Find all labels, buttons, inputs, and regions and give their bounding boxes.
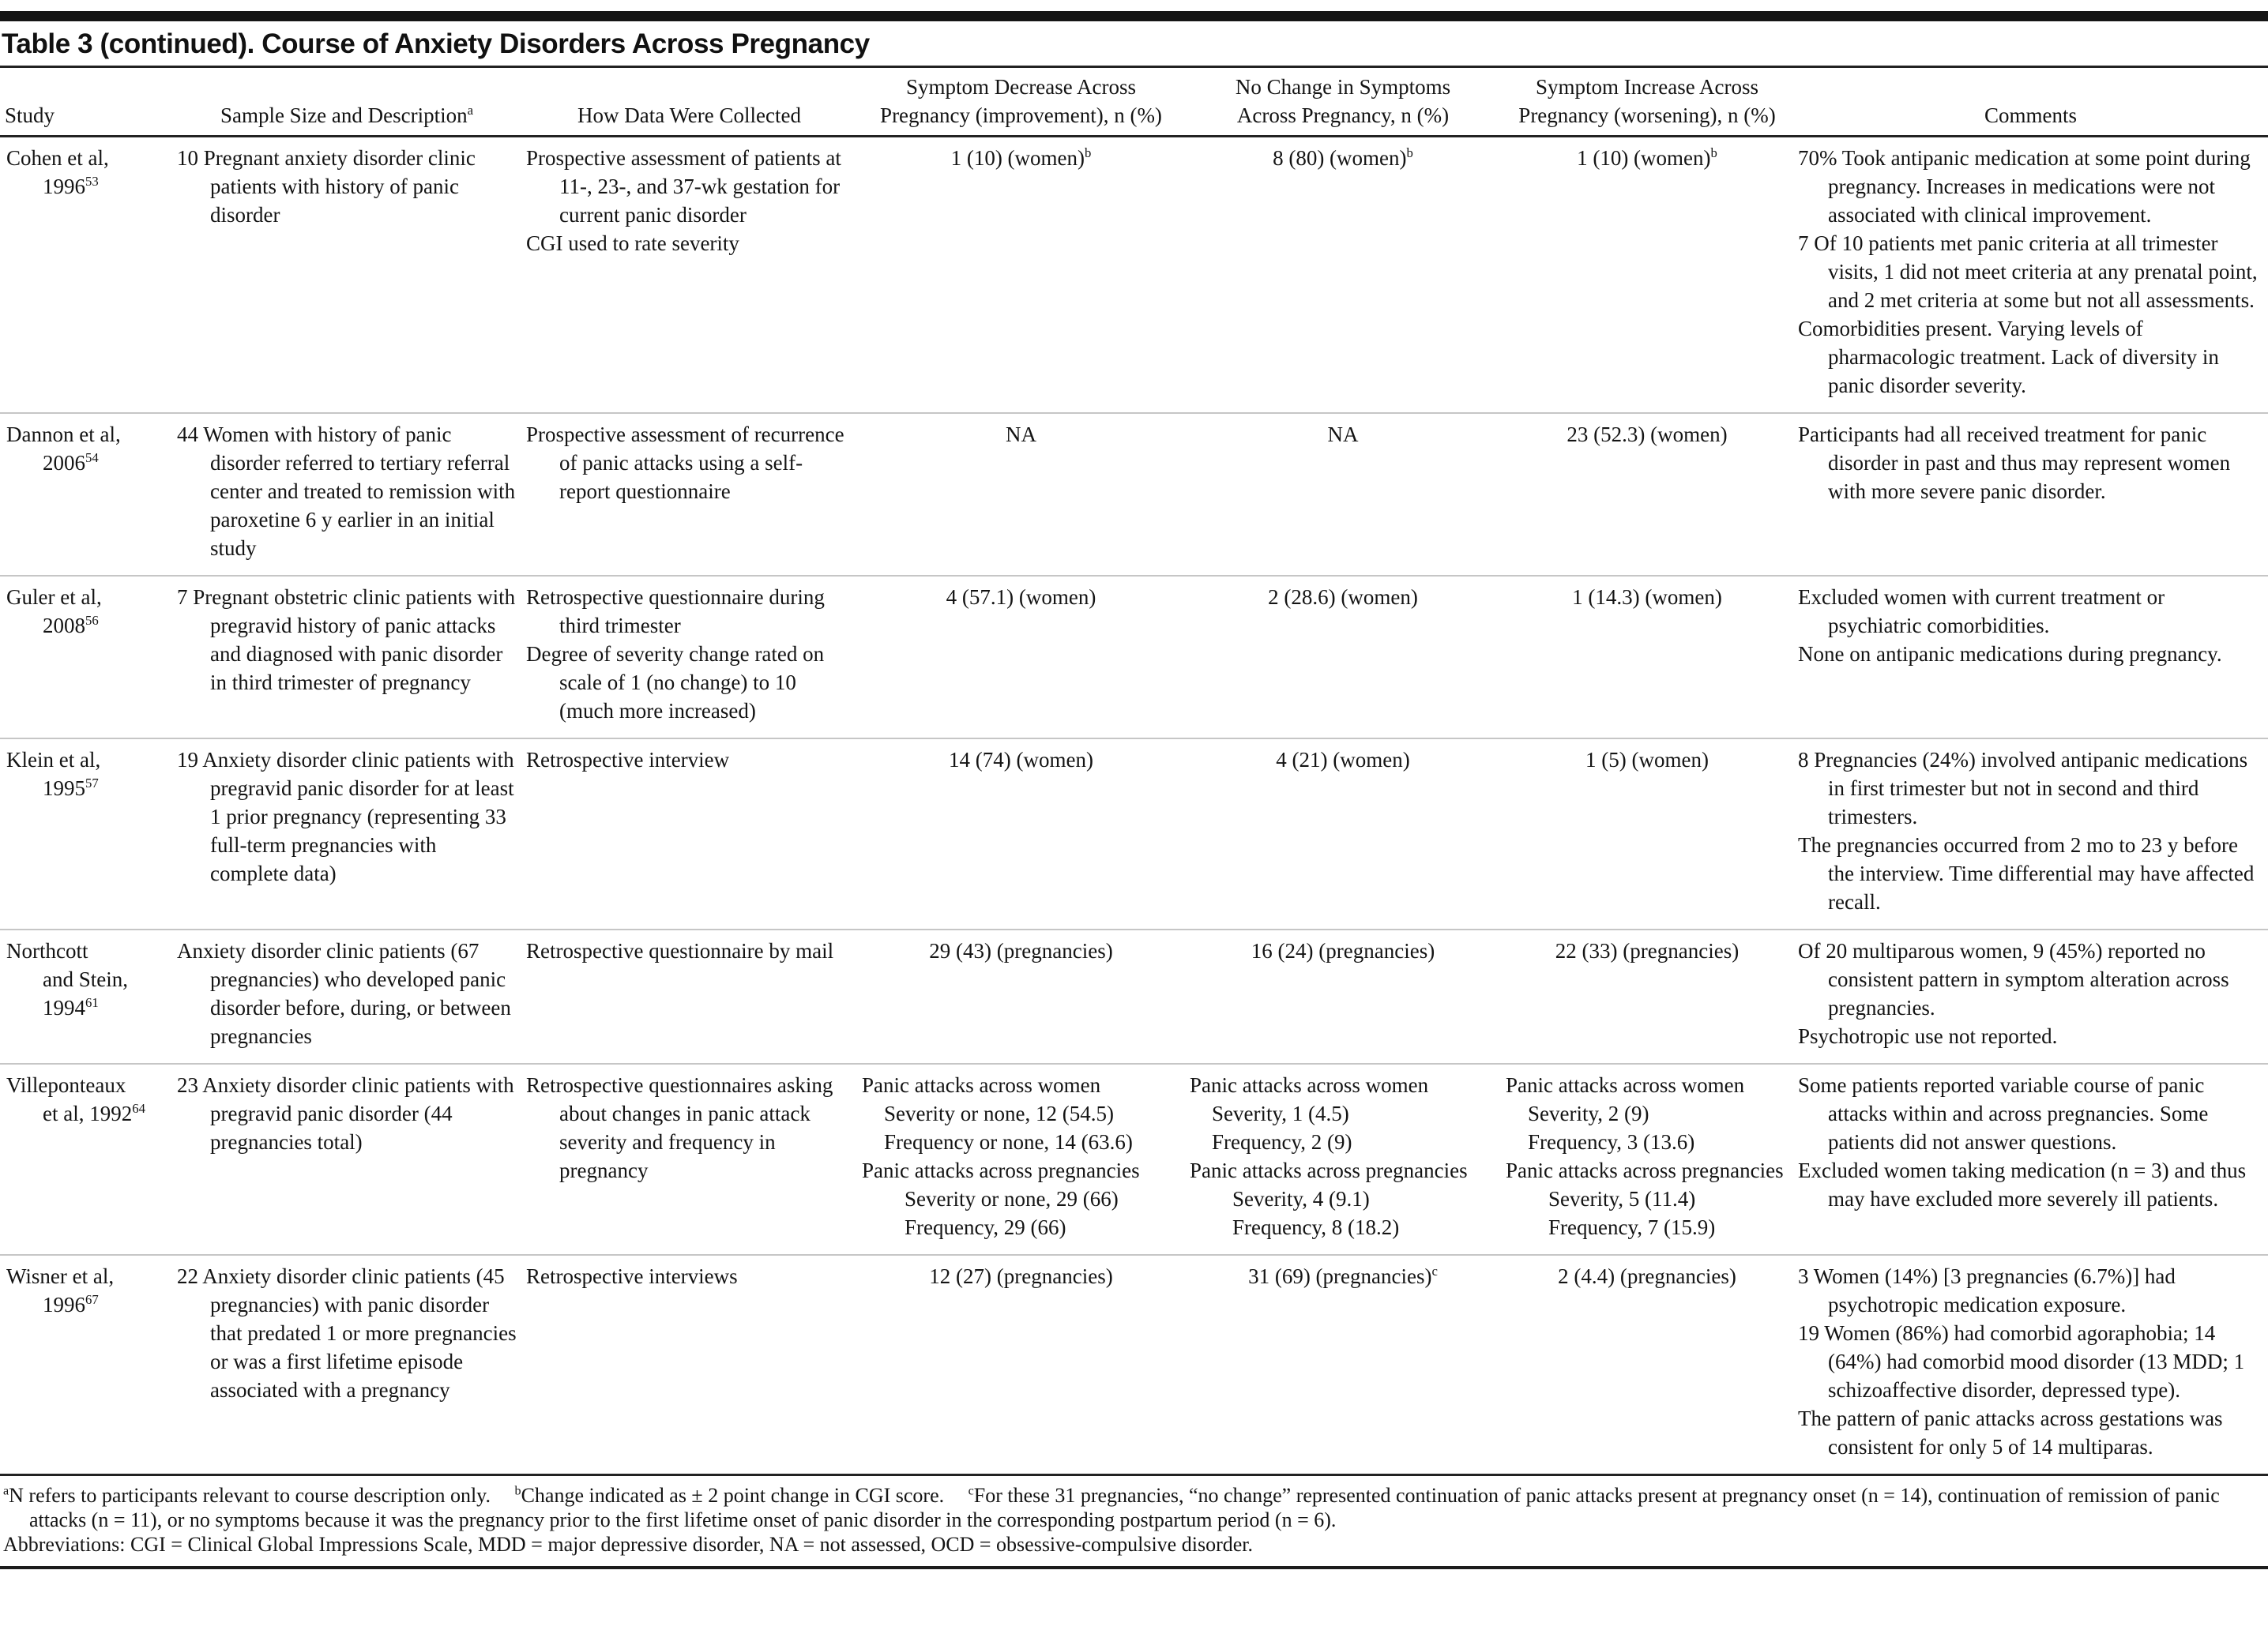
table-header [0, 68, 2268, 137]
cell-line: 4 (21) (women) [1276, 748, 1410, 772]
sample-cell [172, 576, 521, 738]
cell-line: 1995$^{57}$ [43, 776, 99, 800]
footnote-notes [3, 1483, 2265, 1532]
col-header-line: Pregnancy (improvement), n (%) [880, 103, 1162, 127]
collected-cell [521, 576, 857, 738]
footnote-c-text: For these 31 pregnancies, “no change” represented continuation of panic attacks present at pregnancy onset (n = 14), continuation of remission of panic attacks (n = 11), or no symptoms because it was the pregnancy prior to the first lifetime onset of panic disorder in the corresponding postpartum period (n = 6). [29, 1484, 2220, 1531]
nochange-cell [1185, 930, 1501, 1064]
sample-cell [172, 738, 521, 930]
footnote-abbreviations: Abbreviations: CGI = Clinical Global Impressions Scale, MDD = major depressive disorder, NA = not assessed, OCD = obsessive-compulsive disorder. [3, 1533, 1253, 1556]
col-header-line: Symptom Increase Across [1536, 75, 1758, 99]
bottom-rule [0, 1566, 2268, 1574]
increase-cell [1501, 576, 1793, 738]
sample-cell [172, 1064, 521, 1255]
cell-line: CGI used to rate severity [526, 231, 739, 255]
table-title: Table 3 (continued). Course of Anxiety Disorders Across Pregnancy [2, 28, 870, 59]
col-header-increase [1501, 68, 1793, 137]
cell-line: The pregnancies occurred from 2 mo to 23 y before the interview. Time differential may have affected recall. [1798, 833, 2255, 914]
cell-line: Severity, 4 (9.1) [1232, 1187, 1370, 1211]
study-cell [0, 413, 172, 576]
table-row [0, 930, 2268, 1064]
collected-cell [521, 137, 857, 414]
nochange-cell [1185, 738, 1501, 930]
col-header-line: No Change in Symptoms [1235, 75, 1451, 99]
header-row [0, 68, 2268, 137]
cell-line: 70% Took antipanic medication at some point during pregnancy. Increases in medications were not associated with clinical improvement. [1798, 146, 2251, 227]
cell-line: Degree of severity change rated on scale of 1 (no change) to 10 (much more increased) [526, 642, 825, 723]
nochange-cell [1185, 137, 1501, 414]
cell-line: Severity, 2 (9) [1528, 1102, 1649, 1125]
study-cell [0, 576, 172, 738]
comments-cell [1793, 1064, 2268, 1255]
cell-line: Frequency, 8 (18.2) [1232, 1215, 1400, 1239]
cell-line: Frequency, 7 (15.9) [1548, 1215, 1716, 1239]
table-body [0, 137, 2268, 1475]
cell-line: NA [1006, 423, 1036, 446]
cell-line: Frequency, 3 (13.6) [1528, 1130, 1695, 1154]
cell-line: 1996$^{67}$ [43, 1292, 99, 1317]
footnote-ref: 53 [85, 174, 99, 189]
col-header-sample [172, 68, 521, 137]
footnote-ref: b [1406, 145, 1413, 160]
col-header-decrease [857, 68, 1185, 137]
cell-line: 29 (43) (pregnancies) [929, 939, 1113, 963]
cell-line: Prospective assessment of patients at 11-, 23-, and 37-wk gestation for current panic disorder [526, 146, 841, 227]
cell-line: Severity or none, 12 (54.5) [884, 1102, 1114, 1125]
cell-line: NA [1327, 423, 1359, 446]
decrease-cell [857, 413, 1185, 576]
cell-line: Severity, 1 (4.5) [1212, 1102, 1349, 1125]
cell-line: 1 (10) (women)$^b$ [950, 145, 1092, 170]
nochange-cell [1185, 1064, 1501, 1255]
col-header-study: Study [0, 68, 172, 137]
comments-cell [1793, 738, 2268, 930]
cell-line: 3 Women (14%) [3 pregnancies (6.7%)] had psychotropic medication exposure. [1798, 1264, 2176, 1317]
cell-line: 8 (80) (women)$^b$ [1273, 145, 1413, 170]
collected-cell [521, 1255, 857, 1475]
increase-cell [1501, 413, 1793, 576]
cell-line: Northcott [6, 939, 88, 963]
comments-cell [1793, 930, 2268, 1064]
cell-line: Retrospective questionnaire by mail [526, 939, 834, 963]
decrease-cell [857, 1255, 1185, 1475]
cell-line: Panic attacks across women [1190, 1073, 1429, 1097]
nochange-cell [1185, 413, 1501, 576]
cell-line: Panic attacks across women [1506, 1073, 1745, 1097]
col-header-line: Across Pregnancy, n (%) [1236, 103, 1450, 127]
cell-line: None on antipanic medications during pregnancy. [1798, 642, 2222, 666]
cell-line: Frequency, 29 (66) [905, 1215, 1066, 1239]
cell-line: Excluded women taking medication (n = 3) and thus may have excluded more severely ill patients. [1798, 1159, 2247, 1211]
nochange-cell [1185, 1255, 1501, 1475]
cell-line: Panic attacks across women [862, 1073, 1101, 1097]
cell-line: The pattern of panic attacks across gestations was consistent for only 5 of 14 multiparas. [1798, 1407, 2223, 1459]
table-row [0, 137, 2268, 414]
footnotes [0, 1483, 2268, 1557]
footnote-a [3, 1484, 491, 1507]
cell-line: Retrospective questionnaire during third trimester [526, 585, 825, 637]
decrease-cell [857, 1064, 1185, 1255]
sample-cell [172, 930, 521, 1064]
cell-line: Severity, 5 (11.4) [1548, 1187, 1696, 1211]
footnote-ref: 61 [85, 995, 99, 1010]
cell-line: Dannon et al, [6, 423, 121, 446]
cell-line: 1994$^{61}$ [43, 995, 99, 1020]
increase-cell [1501, 738, 1793, 930]
footnote-a-marker: a [3, 1484, 9, 1498]
sample-cell [172, 413, 521, 576]
paper-table-page [0, 11, 2268, 1574]
footnote-ref: b [1085, 145, 1092, 160]
col-header-line: Pregnancy (worsening), n (%) [1518, 103, 1776, 127]
cell-line: 1 (14.3) (women) [1572, 585, 1722, 609]
increase-cell [1501, 1255, 1793, 1475]
collected-cell [521, 738, 857, 930]
cell-line: Frequency, 2 (9) [1212, 1130, 1352, 1154]
study-cell [0, 930, 172, 1064]
cell-line: Severity or none, 29 (66) [905, 1187, 1119, 1211]
cell-line: 1 (10) (women)$^b$ [1577, 145, 1717, 170]
cell-line: 1996$^{53}$ [43, 174, 99, 198]
cell-line: Anxiety disorder clinic patients (67 pregnancies) who developed panic disorder before, during, or between pregnancies [177, 939, 511, 1048]
cell-line: Klein et al, [6, 748, 101, 772]
comments-cell [1793, 137, 2268, 414]
comments-cell [1793, 413, 2268, 576]
footnote-c-marker: c [968, 1484, 974, 1498]
cell-line: 44 Women with history of panic disorder referred to tertiary referral center and treated to remission with paroxetine 6 y earlier in an initial study [177, 423, 516, 560]
cell-line: Comorbidities present. Varying levels of pharmacologic treatment. Lack of diversity in panic disorder severity. [1798, 317, 2219, 397]
table-row [0, 1064, 2268, 1255]
col-header-collected: How Data Were Collected [521, 68, 857, 137]
increase-cell [1501, 137, 1793, 414]
cell-line: 12 (27) (pregnancies) [929, 1264, 1113, 1288]
table-row [0, 413, 2268, 576]
study-cell [0, 1064, 172, 1255]
collected-cell [521, 1064, 857, 1255]
footnote-ref: 56 [85, 613, 99, 628]
footnote-ref: 67 [85, 1292, 99, 1307]
increase-cell [1501, 1064, 1793, 1255]
collected-cell [521, 413, 857, 576]
footnote-b-marker: b [514, 1484, 521, 1498]
col-header-sample-sup: a [467, 103, 474, 118]
cell-line: et al, 1992$^{64}$ [43, 1101, 145, 1125]
cell-line: 2008$^{56}$ [43, 613, 99, 637]
cell-line: 23 Anxiety disorder clinic patients with pregravid panic disorder (44 pregnancies total) [177, 1073, 514, 1154]
collected-cell [521, 930, 857, 1064]
footnote-b-text: Change indicated as ± 2 point change in CGI score. [521, 1484, 945, 1507]
cell-line: and Stein, [43, 967, 128, 991]
cell-line: Participants had all received treatment for panic disorder in past and thus may represent women with more severe panic disorder. [1798, 423, 2231, 503]
cell-line: 22 Anxiety disorder clinic patients (45 pregnancies) with panic disorder that predated 1 or more pregnancies or was a first lifetime episode associated with a pregnancy [177, 1264, 517, 1402]
cell-line: 14 (74) (women) [949, 748, 1093, 772]
footnote-ref: 64 [132, 1101, 145, 1116]
nochange-cell [1185, 576, 1501, 738]
decrease-cell [857, 738, 1185, 930]
study-cell [0, 137, 172, 414]
cell-line: Cohen et al, [6, 146, 109, 170]
study-cell [0, 738, 172, 930]
study-cell [0, 1255, 172, 1475]
comments-cell [1793, 576, 2268, 738]
footnote-ref: b [1710, 145, 1717, 160]
cell-line: Of 20 multiparous women, 9 (45%) reported no consistent pattern in symptom alteration across pregnancies. [1798, 939, 2229, 1020]
cell-line: Excluded women with current treatment or psychiatric comorbidities. [1798, 585, 2165, 637]
cell-line: 19 Anxiety disorder clinic patients with pregravid panic disorder for at least 1 prior pregnancy (representing 33 full-term pregnancies with complete data) [177, 748, 514, 885]
footnote-ref: 54 [85, 450, 99, 465]
cell-line: 8 Pregnancies (24%) involved antipanic medications in first trimester but not in second and third trimesters. [1798, 748, 2248, 828]
cell-line: 10 Pregnant anxiety disorder clinic patients with history of panic disorder [177, 146, 476, 227]
cell-line: Psychotropic use not reported. [1798, 1024, 2058, 1048]
cell-line: Villeponteaux [6, 1073, 126, 1097]
col-header-line: Symptom Decrease Across [906, 75, 1136, 99]
cell-line: 23 (52.3) (women) [1567, 423, 1728, 446]
cell-line: Retrospective interview [526, 748, 730, 772]
col-header-nochange [1185, 68, 1501, 137]
sample-cell [172, 137, 521, 414]
cell-line: Frequency or none, 14 (63.6) [884, 1130, 1133, 1154]
anxiety-course-table [0, 68, 2268, 1476]
cell-line: 16 (24) (pregnancies) [1251, 939, 1435, 963]
cell-line: 19 Women (86%) had comorbid agoraphobia; 14 (64%) had comorbid mood disorder (13 MDD; 1 schizoaffective disorder, depressed type). [1798, 1321, 2245, 1402]
cell-line: 2 (28.6) (women) [1268, 585, 1418, 609]
cell-line: Retrospective questionnaires asking about changes in panic attack severity and frequency in pregnancy [526, 1073, 833, 1182]
cell-line: Panic attacks across pregnancies [1190, 1159, 1468, 1182]
cell-line: 2 (4.4) (pregnancies) [1558, 1264, 1736, 1288]
cell-line: Guler et al, [6, 585, 102, 609]
cell-line: Retrospective interviews [526, 1264, 738, 1288]
footnote-ref: 57 [85, 776, 99, 791]
table-row [0, 576, 2268, 738]
decrease-cell [857, 930, 1185, 1064]
col-header-comments: Comments [1793, 68, 2268, 137]
cell-line: 2006$^{54}$ [43, 450, 99, 475]
footnote-a-text: N refers to participants relevant to course description only. [9, 1484, 491, 1507]
table-row [0, 1255, 2268, 1475]
col-header-sample-label: Sample Size and Description [220, 103, 468, 127]
footnote-ref: c [1431, 1264, 1438, 1279]
cell-line: Panic attacks across pregnancies [862, 1159, 1140, 1182]
comments-cell [1793, 1255, 2268, 1475]
decrease-cell [857, 576, 1185, 738]
top-rule [0, 11, 2268, 21]
cell-line: 7 Of 10 patients met panic criteria at all trimester visits, 1 did not meet criteria at any prenatal point, and 2 met criteria at some but not all assessments. [1798, 231, 2258, 312]
increase-cell [1501, 930, 1793, 1064]
decrease-cell [857, 137, 1185, 414]
cell-line: 7 Pregnant obstetric clinic patients with pregravid history of panic attacks and diagnosed with panic disorder in third trimester of pregnancy [177, 585, 516, 694]
cell-line: Some patients reported variable course of panic attacks within and across pregnancies. Some patients did not answer questions. [1798, 1073, 2209, 1154]
cell-line: Panic attacks across pregnancies [1506, 1159, 1784, 1182]
footnote-b [515, 1484, 945, 1507]
sample-cell [172, 1255, 521, 1475]
table-row [0, 738, 2268, 930]
cell-line: 31 (69) (pregnancies)$^c$ [1248, 1264, 1438, 1288]
cell-line: 4 (57.1) (women) [946, 585, 1096, 609]
cell-line: 1 (5) (women) [1585, 748, 1709, 772]
cell-line: Wisner et al, [6, 1264, 115, 1288]
cell-line: Prospective assessment of recurrence of panic attacks using a self-report questionnaire [526, 423, 844, 503]
cell-line: 22 (33) (pregnancies) [1555, 939, 1740, 963]
